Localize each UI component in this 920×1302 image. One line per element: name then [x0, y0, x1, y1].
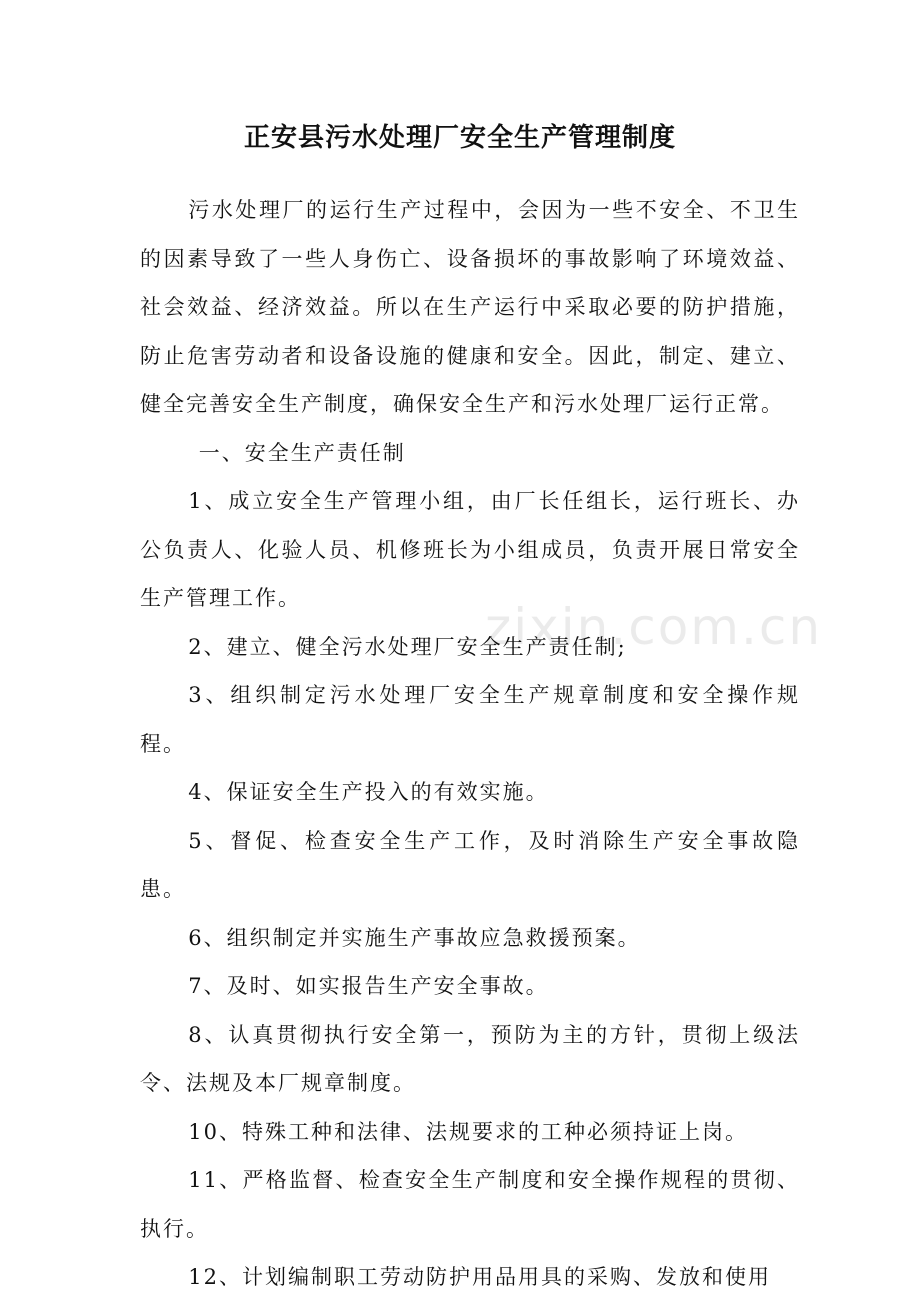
list-item: 1、成立安全生产管理小组，由厂长任组长，运行班长、办公负责人、化验人员、机修班长为小组成员，负责开展日常安全生产管理工作。	[140, 489, 800, 610]
document-body	[140, 186, 800, 1302]
list-item: 12、计划编制职工劳动防护用品用具的采购、发放和使用	[188, 1265, 772, 1289]
section-heading: 一、安全生产责任制	[198, 440, 406, 465]
list-item: 7、及时、如实报告生产安全事故。	[188, 974, 549, 998]
intro-paragraph: 污水处理厂的运行生产过程中，会因为一些不安全、不卫生的因素导致了一些人身伤亡、设备损坏的事故影响了环境效益、社会效益、经济效益。所以在生产运行中采取必要的防护措施，防止危害劳动者和设备设施的健康和安全。因此，制定、建立、健全完善安全生产制度，确保安全生产和污水处理厂运行正常。	[140, 198, 800, 416]
list-item: 4、保证安全生产投入的有效实施。	[188, 780, 549, 804]
list-item: 11、严格监督、检查安全生产制度和安全操作规程的贯彻、执行。	[140, 1168, 800, 1241]
list-item: 2、建立、健全污水处理厂安全生产责任制;	[188, 634, 627, 659]
list-item: 10、特殊工种和法律、法规要求的工种必须持证上岗。	[188, 1119, 749, 1144]
list-item: 3、组织制定污水处理厂安全生产规章制度和安全操作规程。	[140, 683, 800, 756]
list-item: 5、督促、检查安全生产工作，及时消除生产安全事故隐患。	[140, 828, 800, 901]
document-title: 正安县污水处理厂安全生产管理制度	[243, 123, 676, 153]
watermark: zixin.com.cn	[485, 598, 823, 656]
list-item: 6、组织制定并实施生产事故应急救援预案。	[188, 925, 641, 950]
list-item: 8、认真贯彻执行安全第一，预防为主的方针，贯彻上级法令、法规及本厂规章制度。	[140, 1022, 800, 1095]
